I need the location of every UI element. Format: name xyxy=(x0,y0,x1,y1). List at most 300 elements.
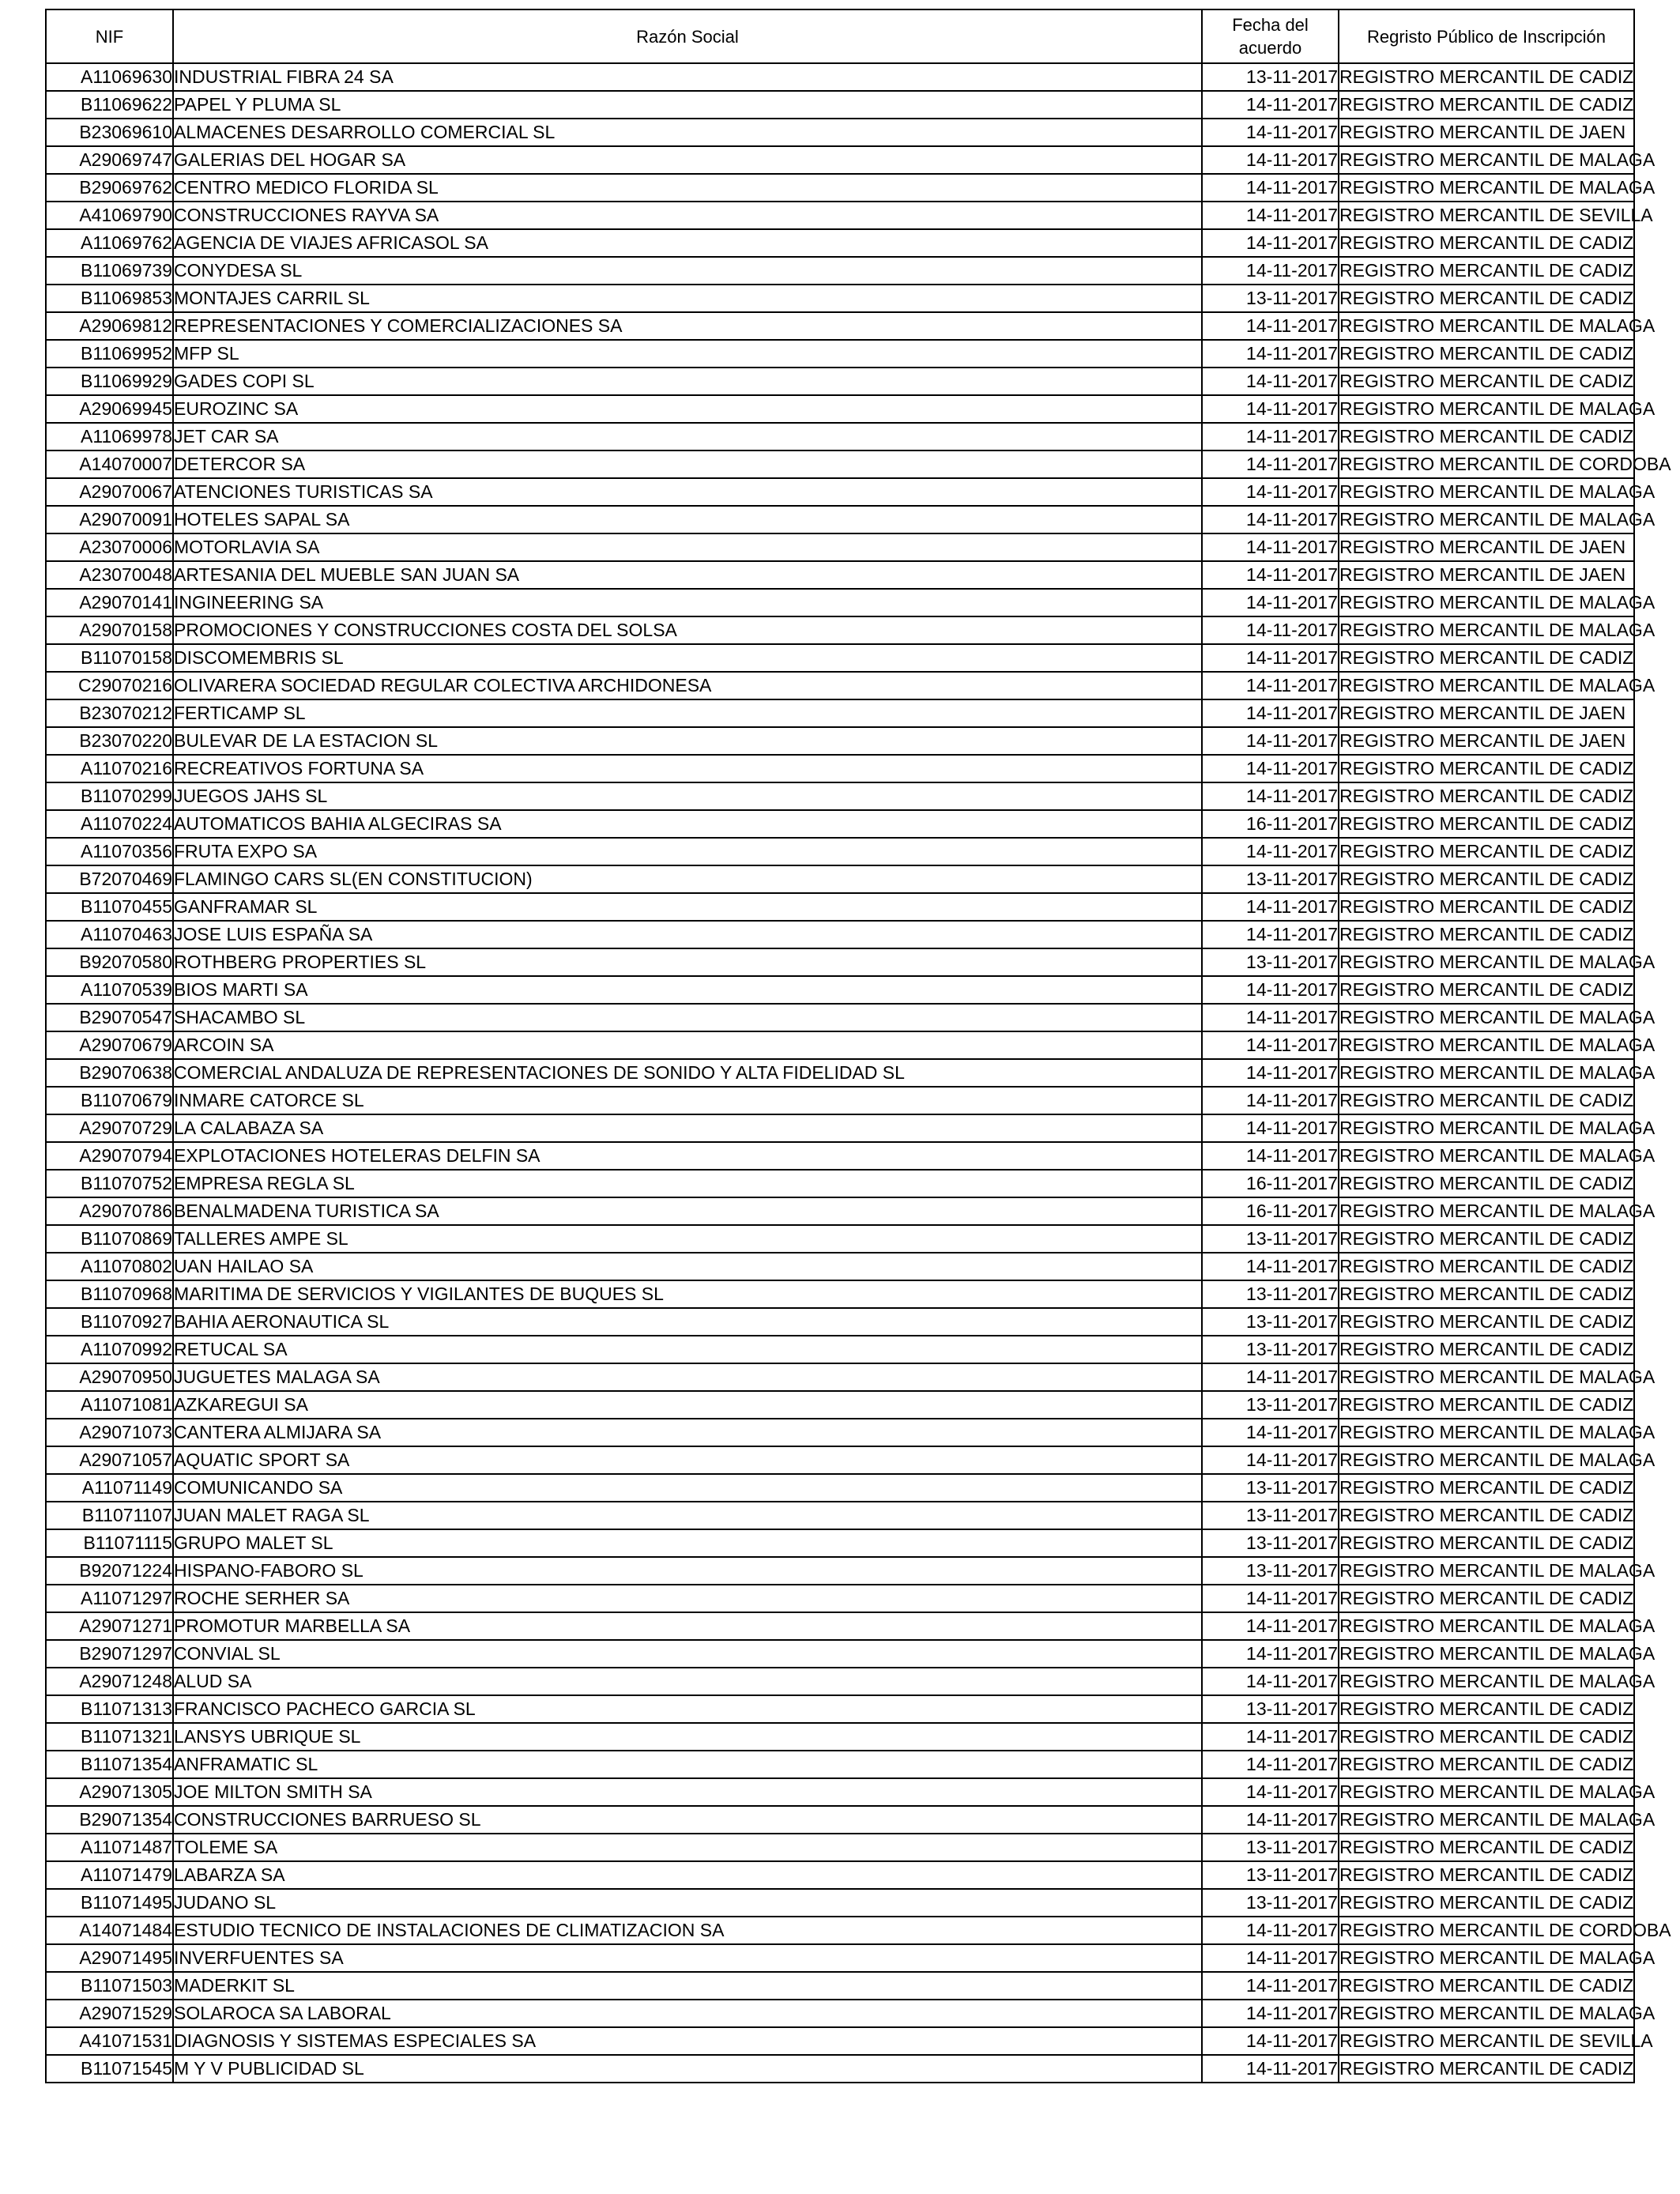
nif-cell: A41071531 xyxy=(46,2027,173,2055)
registro-cell: REGISTRO MERCANTIL DE CADIZ xyxy=(1339,865,1634,893)
registro-cell: REGISTRO MERCANTIL DE MALAGA xyxy=(1339,2000,1634,2027)
fecha-cell: 13-11-2017 xyxy=(1202,1225,1339,1253)
fecha-cell: 14-11-2017 xyxy=(1202,1142,1339,1170)
nif-cell: A29071305 xyxy=(46,1778,173,1806)
nif-cell: B11070869 xyxy=(46,1225,173,1253)
table-row xyxy=(46,1834,1634,1861)
razon-social-cell: BIOS MARTI SA xyxy=(173,976,1202,1004)
nif-cell: A11071487 xyxy=(46,1834,173,1861)
razon-social-cell: UAN HAILAO SA xyxy=(173,1253,1202,1280)
razon-social-cell: CONVIAL SL xyxy=(173,1640,1202,1668)
nif-cell: A23070048 xyxy=(46,561,173,589)
razon-social-cell: GADES COPI SL xyxy=(173,368,1202,395)
fecha-cell: 14-11-2017 xyxy=(1202,755,1339,782)
table-row xyxy=(46,1612,1634,1640)
nif-cell: A14070007 xyxy=(46,450,173,478)
registro-cell: REGISTRO MERCANTIL DE JAEN xyxy=(1339,561,1634,589)
registro-cell: REGISTRO MERCANTIL DE CADIZ xyxy=(1339,1225,1634,1253)
razon-social-cell: MONTAJES CARRIL SL xyxy=(173,285,1202,312)
fecha-cell: 14-11-2017 xyxy=(1202,1806,1339,1834)
nif-cell: A29071271 xyxy=(46,1612,173,1640)
registro-cell: REGISTRO MERCANTIL DE CADIZ xyxy=(1339,1308,1634,1336)
table-row xyxy=(46,1723,1634,1751)
razon-social-cell: LANSYS UBRIQUE SL xyxy=(173,1723,1202,1751)
table-row xyxy=(46,1170,1634,1197)
fecha-cell: 14-11-2017 xyxy=(1202,589,1339,616)
table-row xyxy=(46,119,1634,146)
registro-cell: REGISTRO MERCANTIL DE CADIZ xyxy=(1339,810,1634,838)
header-registro: Regristo Público de Inscripción xyxy=(1339,9,1634,63)
nif-cell: A29071248 xyxy=(46,1668,173,1695)
registro-cell: REGISTRO MERCANTIL DE CADIZ xyxy=(1339,2055,1634,2083)
fecha-cell: 14-11-2017 xyxy=(1202,506,1339,533)
header-row xyxy=(46,9,1634,63)
registro-cell: REGISTRO MERCANTIL DE CADIZ xyxy=(1339,782,1634,810)
fecha-cell: 13-11-2017 xyxy=(1202,948,1339,976)
registro-cell: REGISTRO MERCANTIL DE MALAGA xyxy=(1339,174,1634,202)
nif-cell: B11071313 xyxy=(46,1695,173,1723)
registro-cell: REGISTRO MERCANTIL DE CADIZ xyxy=(1339,1861,1634,1889)
razon-social-cell: MFP SL xyxy=(173,340,1202,368)
nif-cell: A11069630 xyxy=(46,63,173,91)
nif-cell: B11070679 xyxy=(46,1087,173,1114)
table-row xyxy=(46,450,1634,478)
registro-cell: REGISTRO MERCANTIL DE MALAGA xyxy=(1339,1612,1634,1640)
registro-cell: REGISTRO MERCANTIL DE CADIZ xyxy=(1339,1280,1634,1308)
nif-cell: A11070216 xyxy=(46,755,173,782)
razon-social-cell: INDUSTRIAL FIBRA 24 SA xyxy=(173,63,1202,91)
registro-cell: REGISTRO MERCANTIL DE CADIZ xyxy=(1339,1502,1634,1529)
nif-cell: B29070547 xyxy=(46,1004,173,1031)
registro-cell: REGISTRO MERCANTIL DE CADIZ xyxy=(1339,755,1634,782)
nif-cell: A11071297 xyxy=(46,1585,173,1612)
registro-cell: REGISTRO MERCANTIL DE MALAGA xyxy=(1339,1197,1634,1225)
registro-cell: REGISTRO MERCANTIL DE MALAGA xyxy=(1339,478,1634,506)
fecha-cell: 13-11-2017 xyxy=(1202,1529,1339,1557)
razon-social-cell: AUTOMATICOS BAHIA ALGECIRAS SA xyxy=(173,810,1202,838)
registro-cell: REGISTRO MERCANTIL DE CADIZ xyxy=(1339,1087,1634,1114)
razon-social-cell: CONSTRUCCIONES BARRUESO SL xyxy=(173,1806,1202,1834)
header-razon-social: Razón Social xyxy=(173,9,1202,63)
table-row xyxy=(46,340,1634,368)
razon-social-cell: INVERFUENTES SA xyxy=(173,1944,1202,1972)
table-row xyxy=(46,1114,1634,1142)
razon-social-cell: EUROZINC SA xyxy=(173,395,1202,423)
razon-social-cell: PAPEL Y PLUMA SL xyxy=(173,91,1202,119)
fecha-cell: 14-11-2017 xyxy=(1202,1363,1339,1391)
registro-cell: REGISTRO MERCANTIL DE MALAGA xyxy=(1339,312,1634,340)
table-row xyxy=(46,755,1634,782)
fecha-cell: 14-11-2017 xyxy=(1202,1612,1339,1640)
registro-cell: REGISTRO MERCANTIL DE CADIZ xyxy=(1339,921,1634,948)
fecha-cell: 14-11-2017 xyxy=(1202,921,1339,948)
fecha-cell: 14-11-2017 xyxy=(1202,340,1339,368)
table-row xyxy=(46,1225,1634,1253)
fecha-cell: 14-11-2017 xyxy=(1202,644,1339,672)
fecha-cell: 13-11-2017 xyxy=(1202,1889,1339,1917)
nif-cell: A29070158 xyxy=(46,616,173,644)
fecha-cell: 14-11-2017 xyxy=(1202,699,1339,727)
registro-cell: REGISTRO MERCANTIL DE CADIZ xyxy=(1339,1170,1634,1197)
nif-cell: A11069762 xyxy=(46,229,173,257)
registro-cell: REGISTRO MERCANTIL DE JAEN xyxy=(1339,119,1634,146)
razon-social-cell: BAHIA AERONAUTICA SL xyxy=(173,1308,1202,1336)
razon-social-cell: GALERIAS DEL HOGAR SA xyxy=(173,146,1202,174)
registro-cell: REGISTRO MERCANTIL DE CADIZ xyxy=(1339,1391,1634,1419)
registro-cell: REGISTRO MERCANTIL DE CADIZ xyxy=(1339,1889,1634,1917)
registro-cell: REGISTRO MERCANTIL DE CADIZ xyxy=(1339,838,1634,865)
nif-cell: B11071545 xyxy=(46,2055,173,2083)
nif-cell: B92071224 xyxy=(46,1557,173,1585)
registro-cell: REGISTRO MERCANTIL DE MALAGA xyxy=(1339,1640,1634,1668)
registro-cell: REGISTRO MERCANTIL DE CADIZ xyxy=(1339,285,1634,312)
fecha-cell: 14-11-2017 xyxy=(1202,1446,1339,1474)
nif-cell: B11069739 xyxy=(46,257,173,285)
registro-cell: REGISTRO MERCANTIL DE CADIZ xyxy=(1339,368,1634,395)
nif-cell: A29069747 xyxy=(46,146,173,174)
nif-cell: A11070224 xyxy=(46,810,173,838)
registro-cell: REGISTRO MERCANTIL DE CADIZ xyxy=(1339,423,1634,450)
fecha-cell: 13-11-2017 xyxy=(1202,1557,1339,1585)
fecha-cell: 16-11-2017 xyxy=(1202,810,1339,838)
nif-cell: A29070786 xyxy=(46,1197,173,1225)
registro-cell: REGISTRO MERCANTIL DE CORDOBA xyxy=(1339,1917,1634,1944)
razon-social-cell: RECREATIVOS FORTUNA SA xyxy=(173,755,1202,782)
nif-cell: B11071107 xyxy=(46,1502,173,1529)
fecha-cell: 14-11-2017 xyxy=(1202,1723,1339,1751)
table-row xyxy=(46,589,1634,616)
table-row xyxy=(46,368,1634,395)
table-row xyxy=(46,1280,1634,1308)
nif-cell: B11069929 xyxy=(46,368,173,395)
table-body xyxy=(46,63,1671,2083)
registro-cell: REGISTRO MERCANTIL DE CADIZ xyxy=(1339,1723,1634,1751)
nif-cell: A29071529 xyxy=(46,2000,173,2027)
fecha-cell: 14-11-2017 xyxy=(1202,229,1339,257)
registro-cell: REGISTRO MERCANTIL DE MALAGA xyxy=(1339,1031,1634,1059)
razon-social-cell: CONYDESA SL xyxy=(173,257,1202,285)
razon-social-cell: PROMOCIONES Y CONSTRUCCIONES COSTA DEL SOLSA xyxy=(173,616,1202,644)
registro-cell: REGISTRO MERCANTIL DE CADIZ xyxy=(1339,1834,1634,1861)
fecha-cell: 13-11-2017 xyxy=(1202,1280,1339,1308)
registro-cell: REGISTRO MERCANTIL DE MALAGA xyxy=(1339,146,1634,174)
registro-cell: REGISTRO MERCANTIL DE CADIZ xyxy=(1339,1253,1634,1280)
nif-cell: A29070950 xyxy=(46,1363,173,1391)
registro-cell: REGISTRO MERCANTIL DE CADIZ xyxy=(1339,1695,1634,1723)
nif-cell: B11070299 xyxy=(46,782,173,810)
razon-social-cell: DETERCOR SA xyxy=(173,450,1202,478)
fecha-cell: 14-11-2017 xyxy=(1202,1917,1339,1944)
razon-social-cell: CONSTRUCCIONES RAYVA SA xyxy=(173,202,1202,229)
nif-cell: B11070158 xyxy=(46,644,173,672)
nif-cell: A29070091 xyxy=(46,506,173,533)
fecha-cell: 16-11-2017 xyxy=(1202,1170,1339,1197)
registro-cell: REGISTRO MERCANTIL DE CADIZ xyxy=(1339,1751,1634,1778)
registro-cell: REGISTRO MERCANTIL DE MALAGA xyxy=(1339,1419,1634,1446)
table-row xyxy=(46,1336,1634,1363)
razon-social-cell: LABARZA SA xyxy=(173,1861,1202,1889)
registro-cell: REGISTRO MERCANTIL DE MALAGA xyxy=(1339,1944,1634,1972)
registro-cell: REGISTRO MERCANTIL DE CADIZ xyxy=(1339,1972,1634,2000)
nif-cell: B29071297 xyxy=(46,1640,173,1668)
nif-cell: B11071115 xyxy=(46,1529,173,1557)
nif-cell: A23070006 xyxy=(46,533,173,561)
razon-social-cell: LA CALABAZA SA xyxy=(173,1114,1202,1142)
table-row xyxy=(46,948,1634,976)
razon-social-cell: DIAGNOSIS Y SISTEMAS ESPECIALES SA xyxy=(173,2027,1202,2055)
nif-cell: A29070067 xyxy=(46,478,173,506)
razon-social-cell: ALUD SA xyxy=(173,1668,1202,1695)
registro-cell: REGISTRO MERCANTIL DE SEVILLA xyxy=(1339,202,1634,229)
registro-cell: REGISTRO MERCANTIL DE MALAGA xyxy=(1339,1806,1634,1834)
fecha-cell: 14-11-2017 xyxy=(1202,2055,1339,2083)
registro-cell: REGISTRO MERCANTIL DE MALAGA xyxy=(1339,1059,1634,1087)
table-row xyxy=(46,699,1634,727)
table-row xyxy=(46,893,1634,921)
registro-cell: REGISTRO MERCANTIL DE CADIZ xyxy=(1339,340,1634,368)
table-row xyxy=(46,1861,1634,1889)
table-row xyxy=(46,1917,1634,1944)
nif-cell: B29071354 xyxy=(46,1806,173,1834)
table-row xyxy=(46,1972,1634,2000)
table-row xyxy=(46,727,1634,755)
fecha-cell: 14-11-2017 xyxy=(1202,202,1339,229)
table-row xyxy=(46,506,1634,533)
table-row xyxy=(46,1391,1634,1419)
registro-cell: REGISTRO MERCANTIL DE CADIZ xyxy=(1339,1474,1634,1502)
registro-cell: REGISTRO MERCANTIL DE MALAGA xyxy=(1339,1114,1634,1142)
fecha-cell: 13-11-2017 xyxy=(1202,1861,1339,1889)
razon-social-cell: JOE MILTON SMITH SA xyxy=(173,1778,1202,1806)
table-row xyxy=(46,1751,1634,1778)
fecha-cell: 14-11-2017 xyxy=(1202,1668,1339,1695)
razon-social-cell: JUEGOS JAHS SL xyxy=(173,782,1202,810)
razon-social-cell: ARCOIN SA xyxy=(173,1031,1202,1059)
razon-social-cell: ROCHE SERHER SA xyxy=(173,1585,1202,1612)
registro-cell: REGISTRO MERCANTIL DE MALAGA xyxy=(1339,616,1634,644)
registro-cell: REGISTRO MERCANTIL DE MALAGA xyxy=(1339,948,1634,976)
registro-cell: REGISTRO MERCANTIL DE JAEN xyxy=(1339,727,1634,755)
nif-cell: B11071321 xyxy=(46,1723,173,1751)
fecha-cell: 14-11-2017 xyxy=(1202,1031,1339,1059)
table-row xyxy=(46,1197,1634,1225)
registro-cell: REGISTRO MERCANTIL DE CADIZ xyxy=(1339,976,1634,1004)
fecha-cell: 14-11-2017 xyxy=(1202,312,1339,340)
registro-cell: REGISTRO MERCANTIL DE MALAGA xyxy=(1339,1446,1634,1474)
nif-cell: A29070794 xyxy=(46,1142,173,1170)
razon-social-cell: AGENCIA DE VIAJES AFRICASOL SA xyxy=(173,229,1202,257)
razon-social-cell: ESTUDIO TECNICO DE INSTALACIONES DE CLIMATIZACION SA xyxy=(173,1917,1202,1944)
table-row xyxy=(46,976,1634,1004)
fecha-cell: 14-11-2017 xyxy=(1202,174,1339,202)
nif-cell: B11069853 xyxy=(46,285,173,312)
razon-social-cell: ROTHBERG PROPERTIES SL xyxy=(173,948,1202,976)
nif-cell: A11070356 xyxy=(46,838,173,865)
razon-social-cell: JET CAR SA xyxy=(173,423,1202,450)
table-row xyxy=(46,229,1634,257)
table-row xyxy=(46,1031,1634,1059)
razon-social-cell: ARTESANIA DEL MUEBLE SAN JUAN SA xyxy=(173,561,1202,589)
nif-cell: A11070802 xyxy=(46,1253,173,1280)
fecha-cell: 14-11-2017 xyxy=(1202,478,1339,506)
registro-cell: REGISTRO MERCANTIL DE JAEN xyxy=(1339,533,1634,561)
fecha-cell: 14-11-2017 xyxy=(1202,1004,1339,1031)
nif-cell: B11069952 xyxy=(46,340,173,368)
nif-cell: B92070580 xyxy=(46,948,173,976)
nif-cell: B11070752 xyxy=(46,1170,173,1197)
nif-cell: B23070212 xyxy=(46,699,173,727)
table-row xyxy=(46,1640,1634,1668)
razon-social-cell: BULEVAR DE LA ESTACION SL xyxy=(173,727,1202,755)
nif-cell: A29069945 xyxy=(46,395,173,423)
registro-cell: REGISTRO MERCANTIL DE MALAGA xyxy=(1339,1668,1634,1695)
nif-cell: A14071484 xyxy=(46,1917,173,1944)
table-row xyxy=(46,1502,1634,1529)
table-row xyxy=(46,1253,1634,1280)
fecha-cell: 14-11-2017 xyxy=(1202,368,1339,395)
nif-cell: B11069622 xyxy=(46,91,173,119)
razon-social-cell: JUDANO SL xyxy=(173,1889,1202,1917)
table-row xyxy=(46,672,1634,699)
fecha-cell: 14-11-2017 xyxy=(1202,976,1339,1004)
razon-social-cell: AQUATIC SPORT SA xyxy=(173,1446,1202,1474)
razon-social-cell: BENALMADENA TURISTICA SA xyxy=(173,1197,1202,1225)
nif-cell: A29071057 xyxy=(46,1446,173,1474)
nif-cell: C29070216 xyxy=(46,672,173,699)
registro-cell: REGISTRO MERCANTIL DE MALAGA xyxy=(1339,395,1634,423)
registro-cell: REGISTRO MERCANTIL DE MALAGA xyxy=(1339,672,1634,699)
table-row xyxy=(46,1585,1634,1612)
nif-cell: A11071081 xyxy=(46,1391,173,1419)
registro-cell: REGISTRO MERCANTIL DE MALAGA xyxy=(1339,1004,1634,1031)
table-row xyxy=(46,1668,1634,1695)
nif-cell: A11070463 xyxy=(46,921,173,948)
razon-social-cell: ANFRAMATIC SL xyxy=(173,1751,1202,1778)
razon-social-cell: OLIVARERA SOCIEDAD REGULAR COLECTIVA ARCHIDONESA xyxy=(173,672,1202,699)
nif-cell: A29070729 xyxy=(46,1114,173,1142)
nif-cell: B23070220 xyxy=(46,727,173,755)
fecha-cell: 14-11-2017 xyxy=(1202,1059,1339,1087)
razon-social-cell: FRANCISCO PACHECO GARCIA SL xyxy=(173,1695,1202,1723)
fecha-cell: 14-11-2017 xyxy=(1202,257,1339,285)
razon-social-cell: CANTERA ALMIJARA SA xyxy=(173,1419,1202,1446)
nif-cell: B11071503 xyxy=(46,1972,173,2000)
razon-social-cell: REPRESENTACIONES Y COMERCIALIZACIONES SA xyxy=(173,312,1202,340)
razon-social-cell: INGINEERING SA xyxy=(173,589,1202,616)
table-row xyxy=(46,63,1634,91)
table-row xyxy=(46,1059,1634,1087)
fecha-cell: 14-11-2017 xyxy=(1202,838,1339,865)
razon-social-cell: SOLAROCA SA LABORAL xyxy=(173,2000,1202,2027)
registro-cell: REGISTRO MERCANTIL DE CADIZ xyxy=(1339,893,1634,921)
fecha-cell: 14-11-2017 xyxy=(1202,672,1339,699)
fecha-cell: 13-11-2017 xyxy=(1202,1834,1339,1861)
registro-cell: REGISTRO MERCANTIL DE MALAGA xyxy=(1339,1142,1634,1170)
razon-social-cell: EMPRESA REGLA SL xyxy=(173,1170,1202,1197)
fecha-cell: 14-11-2017 xyxy=(1202,1419,1339,1446)
registro-cell: REGISTRO MERCANTIL DE CADIZ xyxy=(1339,91,1634,119)
fecha-cell: 14-11-2017 xyxy=(1202,119,1339,146)
nif-cell: A11069978 xyxy=(46,423,173,450)
registro-cell: REGISTRO MERCANTIL DE CADIZ xyxy=(1339,63,1634,91)
razon-social-cell: ALMACENES DESARROLLO COMERCIAL SL xyxy=(173,119,1202,146)
table-row xyxy=(46,1363,1634,1391)
nif-cell: A11071149 xyxy=(46,1474,173,1502)
razon-social-cell: FLAMINGO CARS SL(EN CONSTITUCION) xyxy=(173,865,1202,893)
razon-social-cell: COMUNICANDO SA xyxy=(173,1474,1202,1502)
razon-social-cell: TALLERES AMPE SL xyxy=(173,1225,1202,1253)
razon-social-cell: ATENCIONES TURISTICAS SA xyxy=(173,478,1202,506)
fecha-cell: 13-11-2017 xyxy=(1202,1308,1339,1336)
razon-social-cell: TOLEME SA xyxy=(173,1834,1202,1861)
razon-social-cell: GANFRAMAR SL xyxy=(173,893,1202,921)
table-row xyxy=(46,202,1634,229)
fecha-cell: 14-11-2017 xyxy=(1202,533,1339,561)
fecha-cell: 14-11-2017 xyxy=(1202,1778,1339,1806)
razon-social-cell: CENTRO MEDICO FLORIDA SL xyxy=(173,174,1202,202)
razon-social-cell: HOTELES SAPAL SA xyxy=(173,506,1202,533)
registro-cell: REGISTRO MERCANTIL DE MALAGA xyxy=(1339,506,1634,533)
table-row xyxy=(46,1529,1634,1557)
table-row xyxy=(46,257,1634,285)
table-row xyxy=(46,1142,1634,1170)
razon-social-cell: GRUPO MALET SL xyxy=(173,1529,1202,1557)
nif-cell: A29071495 xyxy=(46,1944,173,1972)
fecha-cell: 14-11-2017 xyxy=(1202,2027,1339,2055)
table-row xyxy=(46,533,1634,561)
table-row xyxy=(46,1474,1634,1502)
razon-social-cell: PROMOTUR MARBELLA SA xyxy=(173,1612,1202,1640)
razon-social-cell: INMARE CATORCE SL xyxy=(173,1087,1202,1114)
nif-cell: B29069762 xyxy=(46,174,173,202)
fecha-cell: 14-11-2017 xyxy=(1202,1640,1339,1668)
fecha-cell: 16-11-2017 xyxy=(1202,1197,1339,1225)
table-row xyxy=(46,1446,1634,1474)
fecha-cell: 14-11-2017 xyxy=(1202,1751,1339,1778)
razon-social-cell: COMERCIAL ANDALUZA DE REPRESENTACIONES DE SONIDO Y ALTA FIDELIDAD SL xyxy=(173,1059,1202,1087)
razon-social-cell: JUGUETES MALAGA SA xyxy=(173,1363,1202,1391)
table-row xyxy=(46,312,1634,340)
nif-cell: A11070539 xyxy=(46,976,173,1004)
fecha-cell: 13-11-2017 xyxy=(1202,1474,1339,1502)
registro-cell: REGISTRO MERCANTIL DE CADIZ xyxy=(1339,229,1634,257)
fecha-cell: 13-11-2017 xyxy=(1202,1502,1339,1529)
table-row xyxy=(46,782,1634,810)
nif-cell: B23069610 xyxy=(46,119,173,146)
header-nif: NIF xyxy=(46,9,173,63)
table-row xyxy=(46,1944,1634,1972)
razon-social-cell: FRUTA EXPO SA xyxy=(173,838,1202,865)
nif-cell: B11071354 xyxy=(46,1751,173,1778)
nif-cell: B11070455 xyxy=(46,893,173,921)
registro-cell: REGISTRO MERCANTIL DE MALAGA xyxy=(1339,1778,1634,1806)
table-row xyxy=(46,616,1634,644)
fecha-cell: 14-11-2017 xyxy=(1202,782,1339,810)
registro-cell: REGISTRO MERCANTIL DE CADIZ xyxy=(1339,1585,1634,1612)
fecha-cell: 14-11-2017 xyxy=(1202,2000,1339,2027)
table-row xyxy=(46,285,1634,312)
registro-cell: REGISTRO MERCANTIL DE MALAGA xyxy=(1339,1363,1634,1391)
nif-cell: B11070927 xyxy=(46,1308,173,1336)
fecha-cell: 14-11-2017 xyxy=(1202,1114,1339,1142)
fecha-cell: 13-11-2017 xyxy=(1202,1695,1339,1723)
razon-social-cell: MOTORLAVIA SA xyxy=(173,533,1202,561)
registro-cell: REGISTRO MERCANTIL DE CADIZ xyxy=(1339,257,1634,285)
table-row xyxy=(46,1557,1634,1585)
table-row xyxy=(46,478,1634,506)
razon-social-cell: JOSE LUIS ESPAÑA SA xyxy=(173,921,1202,948)
fecha-cell: 14-11-2017 xyxy=(1202,91,1339,119)
